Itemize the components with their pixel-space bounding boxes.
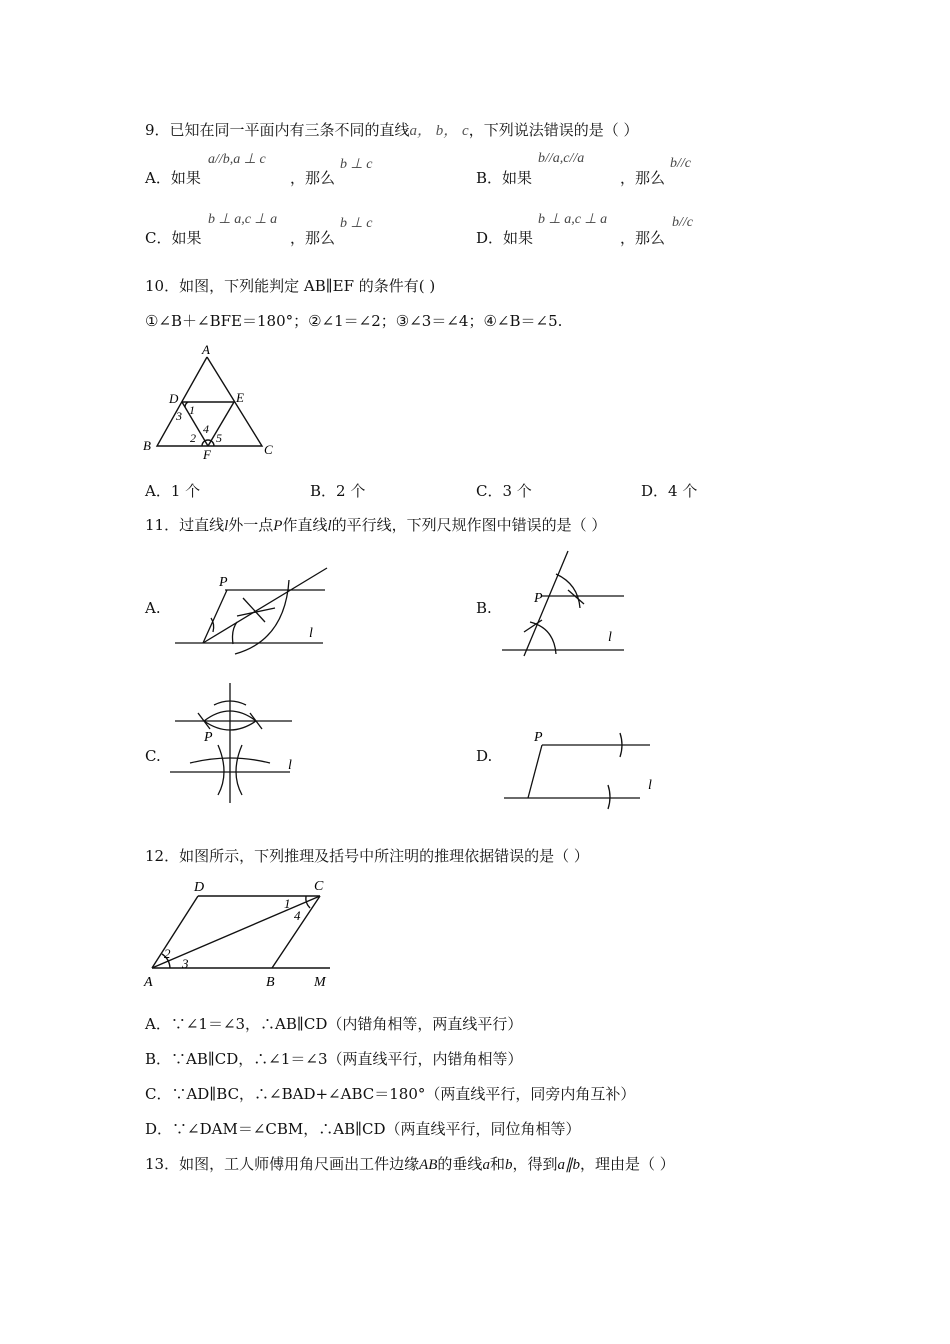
q11b-label-p: P: [534, 591, 543, 606]
q10-label-d: D: [169, 391, 179, 406]
q10-option-b[interactable]: B．2 个: [310, 482, 366, 500]
q11b-arc-bottom: [530, 622, 556, 654]
q9-option-d[interactable]: D．如果: [476, 229, 534, 247]
q9-option-c-then: ，那么: [290, 229, 336, 247]
q10-label-5: 5: [216, 431, 222, 445]
q11c-label-l: l: [288, 758, 292, 773]
q9-stem: 9．已知在同一平面内有三条不同的直线a， b， c，下列说法错误的是（ ）: [145, 121, 639, 139]
q12-option-d[interactable]: D．∵∠DAM＝∠CBM，∴AB∥CD（两直线平行，同位角相等）: [145, 1120, 581, 1138]
q9-option-b-condition: b//a,c//a: [538, 151, 585, 166]
q9-option-c-result: b ⊥ c: [340, 216, 373, 231]
q11c-label-p: P: [204, 730, 213, 745]
q10-angle-mark-1: [185, 402, 188, 407]
q10-conditions: ①∠B＋∠BFE＝180°；②∠1＝∠2；③∠3＝∠4；④∠B＝∠5.: [145, 312, 563, 330]
q11-figure-a: [175, 560, 335, 660]
q10-label-e: E: [236, 390, 244, 405]
q13-stem: 13．如图，工人师傅用角尺画出工件边缘AB的垂线a和b，得到a∥b，理由是（ ）: [145, 1155, 675, 1173]
q9-option-a[interactable]: A．如果: [145, 169, 201, 187]
q9-option-c-condition: b ⊥ a,c ⊥ a: [208, 212, 278, 227]
q11a-cross-1: [243, 598, 265, 622]
q11a-cross-2: [237, 608, 275, 616]
q12-option-b[interactable]: B．∵AB∥CD，∴∠1＝∠3（两直线平行，内错角相等）: [145, 1050, 523, 1068]
q10-figure: [140, 340, 280, 465]
q10-option-a[interactable]: A．1 个: [145, 482, 201, 500]
q12-segment-ad: [152, 896, 198, 968]
q11-stem: 11．过直线l外一点P作直线l的平行线，下列尺规作图中错误的是（ ）: [145, 516, 607, 534]
q11c-arc-5: [236, 745, 242, 795]
q10-label-3: 3: [176, 409, 182, 423]
q12-label-4: 4: [294, 908, 301, 923]
q11b-arc-top: [556, 574, 580, 608]
q11d-label-p: P: [534, 730, 543, 745]
q10-option-d[interactable]: D．4 个: [641, 482, 698, 500]
q12-figure: [140, 876, 340, 991]
q11d-arc-bottom: [608, 785, 610, 809]
q9-option-b-result: b//c: [670, 156, 691, 171]
q11d-label-l: l: [648, 778, 652, 793]
q11b-label-l: l: [608, 630, 612, 645]
q10-option-c[interactable]: C．3 个: [476, 482, 532, 500]
q9-option-d-then: ，那么: [620, 229, 666, 247]
q12-label-c: C: [314, 879, 324, 894]
q12-angle-mark-c: [306, 896, 310, 908]
q12-label-2: 2: [164, 946, 171, 961]
q9-option-a-result: b ⊥ c: [340, 157, 373, 172]
q9-option-d-condition: b ⊥ a,c ⊥ a: [538, 212, 608, 227]
q11-option-a[interactable]: A.: [145, 599, 161, 617]
q11c-arc-4: [218, 745, 224, 795]
q11a-label-p: P: [219, 575, 228, 590]
q9-option-d-result: b//c: [672, 215, 693, 230]
q12-label-b: B: [266, 975, 275, 990]
q11d-transversal: [528, 745, 542, 798]
q12-option-c[interactable]: C．∵AD∥BC，∴∠BAD+∠ABC＝180°（两直线平行，同旁内角互补）: [145, 1085, 636, 1103]
q10-label-1: 1: [189, 403, 195, 417]
q9-option-a-then: ，那么: [290, 169, 336, 187]
q12-label-m: M: [314, 975, 326, 990]
q10-label-c: C: [264, 442, 273, 457]
q11-figure-b: [502, 546, 632, 656]
q10-label-4: 4: [203, 422, 209, 436]
q12-option-a[interactable]: A．∵∠1＝∠3，∴AB∥CD（内错角相等，两直线平行）: [145, 1015, 523, 1033]
q11-figure-c: [170, 683, 300, 803]
q11-figure-d: [502, 725, 662, 810]
q9-option-b[interactable]: B．如果: [476, 169, 533, 187]
q10-label-b: B: [143, 438, 151, 453]
q9-option-b-then: ，那么: [620, 169, 666, 187]
q9-option-c[interactable]: C．如果: [145, 229, 202, 247]
q11-option-b[interactable]: B.: [476, 599, 492, 617]
q10-stem: 10．如图，下列能判定 AB∥EF 的条件有( ): [145, 277, 436, 295]
q12-label-1: 1: [284, 896, 291, 911]
q12-stem: 12．如图所示，下列推理及括号中所注明的推理依据错误的是（ ）: [145, 847, 589, 865]
q10-label-2: 2: [190, 431, 196, 445]
q10-label-a: A: [202, 342, 210, 357]
q12-diagonal-ac: [152, 896, 320, 968]
q9-option-a-condition: a//b,a ⊥ c: [208, 152, 266, 167]
q11-option-c[interactable]: C.: [145, 747, 161, 765]
q10-label-f: F: [203, 447, 211, 462]
q12-label-a: A: [144, 975, 153, 990]
q11-option-d[interactable]: D.: [476, 747, 493, 765]
q11b-transversal: [524, 551, 568, 656]
q12-label-d: D: [194, 880, 205, 895]
q12-label-3: 3: [182, 956, 189, 971]
q11a-label-l: l: [309, 626, 313, 641]
